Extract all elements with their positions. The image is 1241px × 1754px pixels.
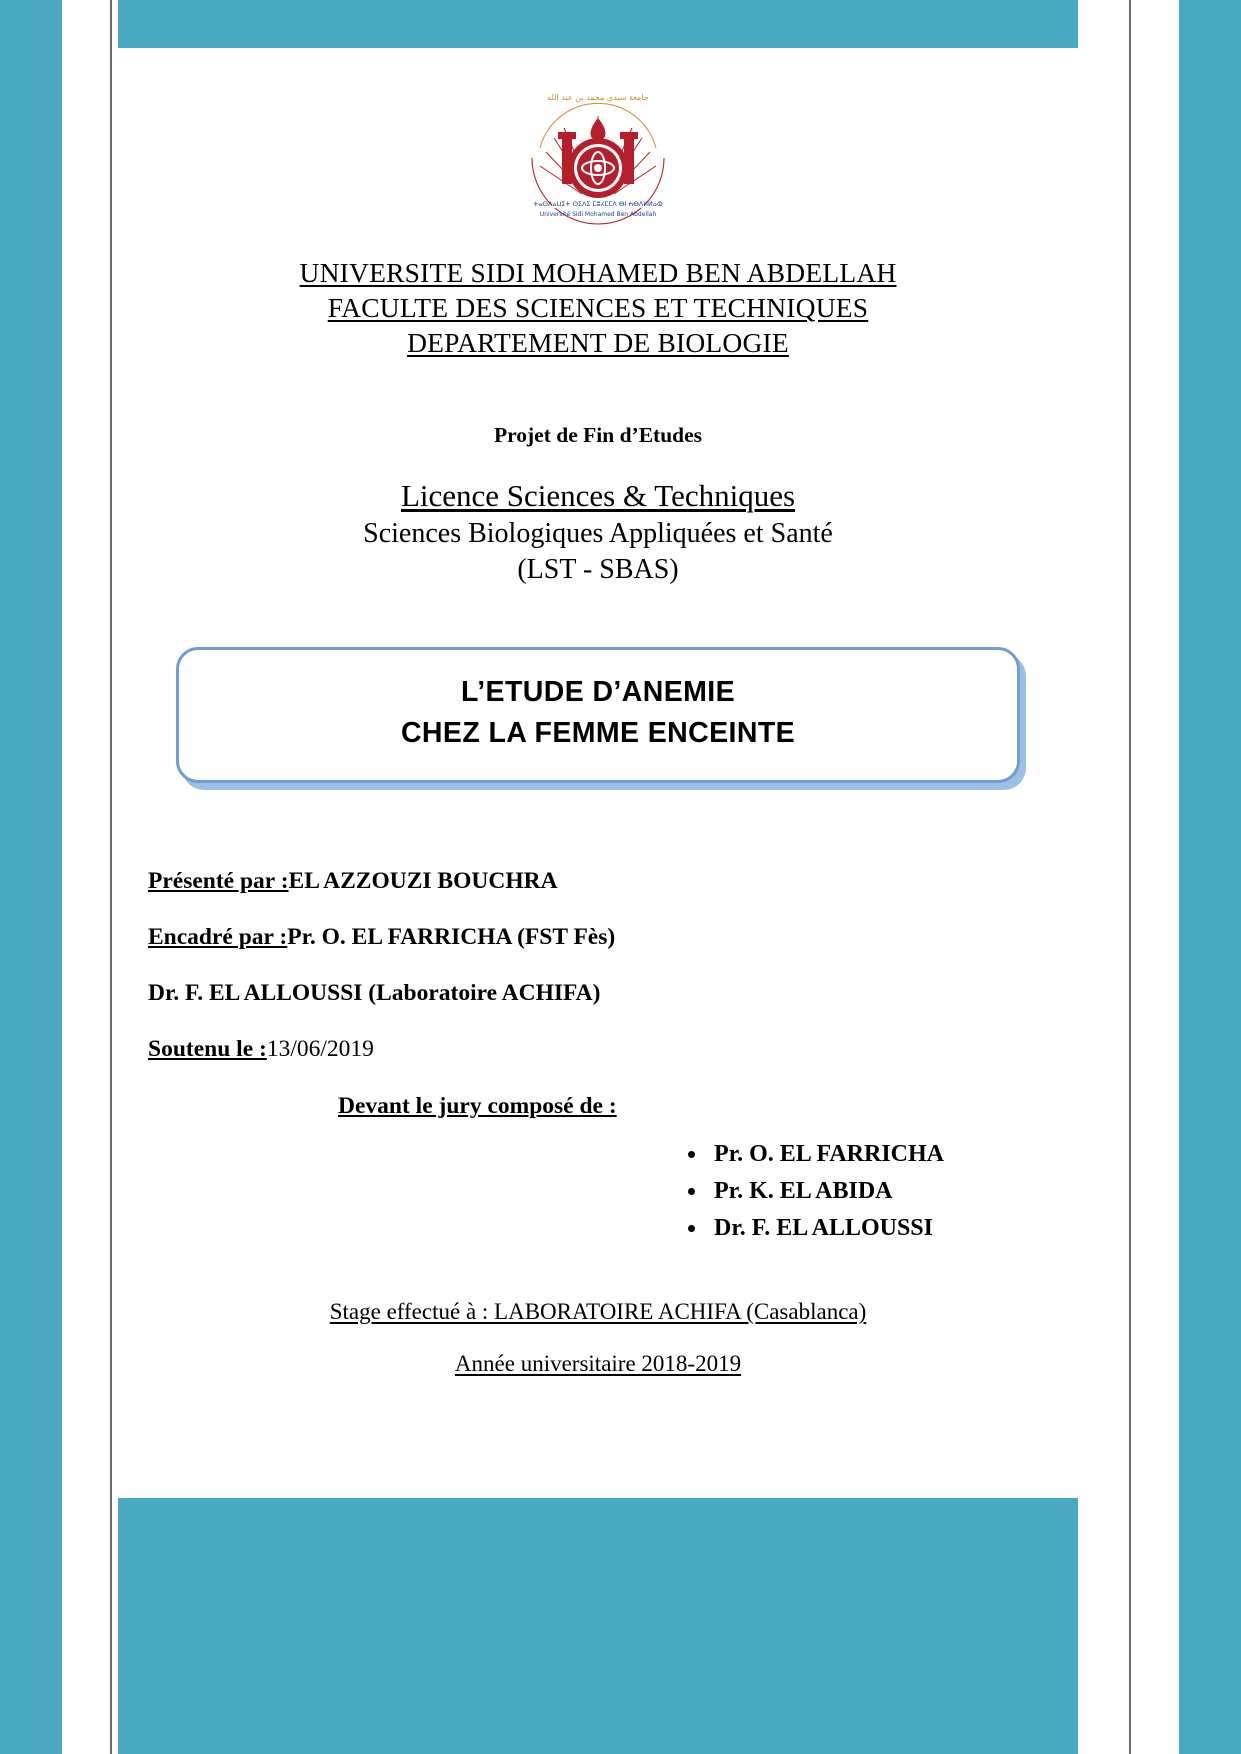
svg-text:جامعة سيدي محمد بن عبد الله: جامعة سيدي محمد بن عبد الله	[547, 93, 649, 102]
author-meta	[148, 869, 1048, 1062]
cover-content	[118, 48, 1078, 1498]
supervisor2-row	[148, 981, 1048, 1007]
defence-date-row	[148, 1037, 1048, 1063]
internship-line: Stage effectué à : LABORATOIRE ACHIFA (Casablanca)	[329, 1299, 867, 1325]
page-border-right-inner-gap	[1139, 0, 1179, 1754]
jury-member-list	[148, 1136, 1048, 1248]
supervisor-value: Pr. O. EL FARRICHA (FST Fès)	[287, 924, 616, 951]
svg-text:Université Sidi Mohamed Ben Ab: Université Sidi Mohamed Ben Abdellah	[539, 211, 657, 218]
degree-sub: Sciences Biologiques Appliquées et Santé	[363, 517, 833, 549]
presented-by-label: Présenté par :	[148, 868, 289, 895]
supervisor2-value: Dr. F. EL ALLOUSSI (Laboratoire ACHIFA)	[148, 979, 601, 1006]
academic-year-line: Année universitaire 2018-2019	[454, 1351, 742, 1377]
university-crest-icon	[518, 76, 678, 236]
university-line-1: UNIVERSITE SIDI MOHAMED BEN ABDELLAH	[299, 257, 897, 288]
defence-date-label: Soutenu le :	[148, 1035, 267, 1062]
project-type: Projet de Fin d’Etudes	[493, 422, 703, 447]
degree-main: Licence Sciences & Techniques	[400, 477, 796, 513]
page-border-bottom	[118, 1498, 1078, 1754]
page-border-right	[1179, 0, 1241, 1754]
jury-member: • Pr. O. EL FARRICHA	[708, 1136, 1048, 1173]
university-heading	[148, 255, 1048, 361]
jury-member: • Dr. F. EL ALLOUSSI	[708, 1210, 1048, 1247]
svg-text:ⵜⴰⵙⴷⴰⵡⵉⵜ ⵙⵉⴷⵉ ⵎⵓⵃⵎⵎⴷ ⴱⵏ ⵄⴱⴷⵍⵍⴰ: ⵜⴰⵙⴷⴰⵡⵉⵜ ⵙⵉⴷⵉ ⵎⵓⵃⵎⵎⴷ ⴱⵏ ⵄⴱⴷⵍⵍⴰⵀ	[533, 200, 663, 208]
jury-heading: Devant le jury composé de :	[338, 1092, 617, 1119]
thesis-title-box	[176, 647, 1020, 784]
page-rule-left	[110, 0, 112, 1754]
university-logo	[148, 76, 1048, 241]
degree-abbr: (LST - SBAS)	[517, 554, 679, 586]
university-line-2: FACULTE DES SCIENCES ET TECHNIQUES	[327, 292, 869, 324]
presented-by-value: EL AZZOUZI BOUCHRA	[288, 868, 558, 895]
page-rule-right	[1129, 0, 1131, 1754]
thesis-title-box-wrapper	[148, 647, 1048, 784]
page-border-left	[0, 0, 62, 1754]
thesis-title-line-2: CHEZ LA FEMME ENCEINTE	[400, 716, 796, 749]
page-border-top	[118, 0, 1078, 48]
page-border-left-inner-gap	[62, 0, 102, 1754]
presented-by-row	[148, 869, 1048, 895]
supervisor-label: Encadré par :	[148, 924, 288, 951]
university-line-3: DEPARTEMENT DE BIOLOGIE	[407, 327, 789, 359]
supervisor-row	[148, 925, 1048, 951]
defence-date-value: 13/06/2019	[266, 1035, 374, 1062]
jury-member: • Pr. K. EL ABIDA	[708, 1173, 1048, 1210]
thesis-title-line-1: L’ETUDE D’ANEMIE	[460, 675, 735, 708]
degree-block	[148, 476, 1048, 589]
